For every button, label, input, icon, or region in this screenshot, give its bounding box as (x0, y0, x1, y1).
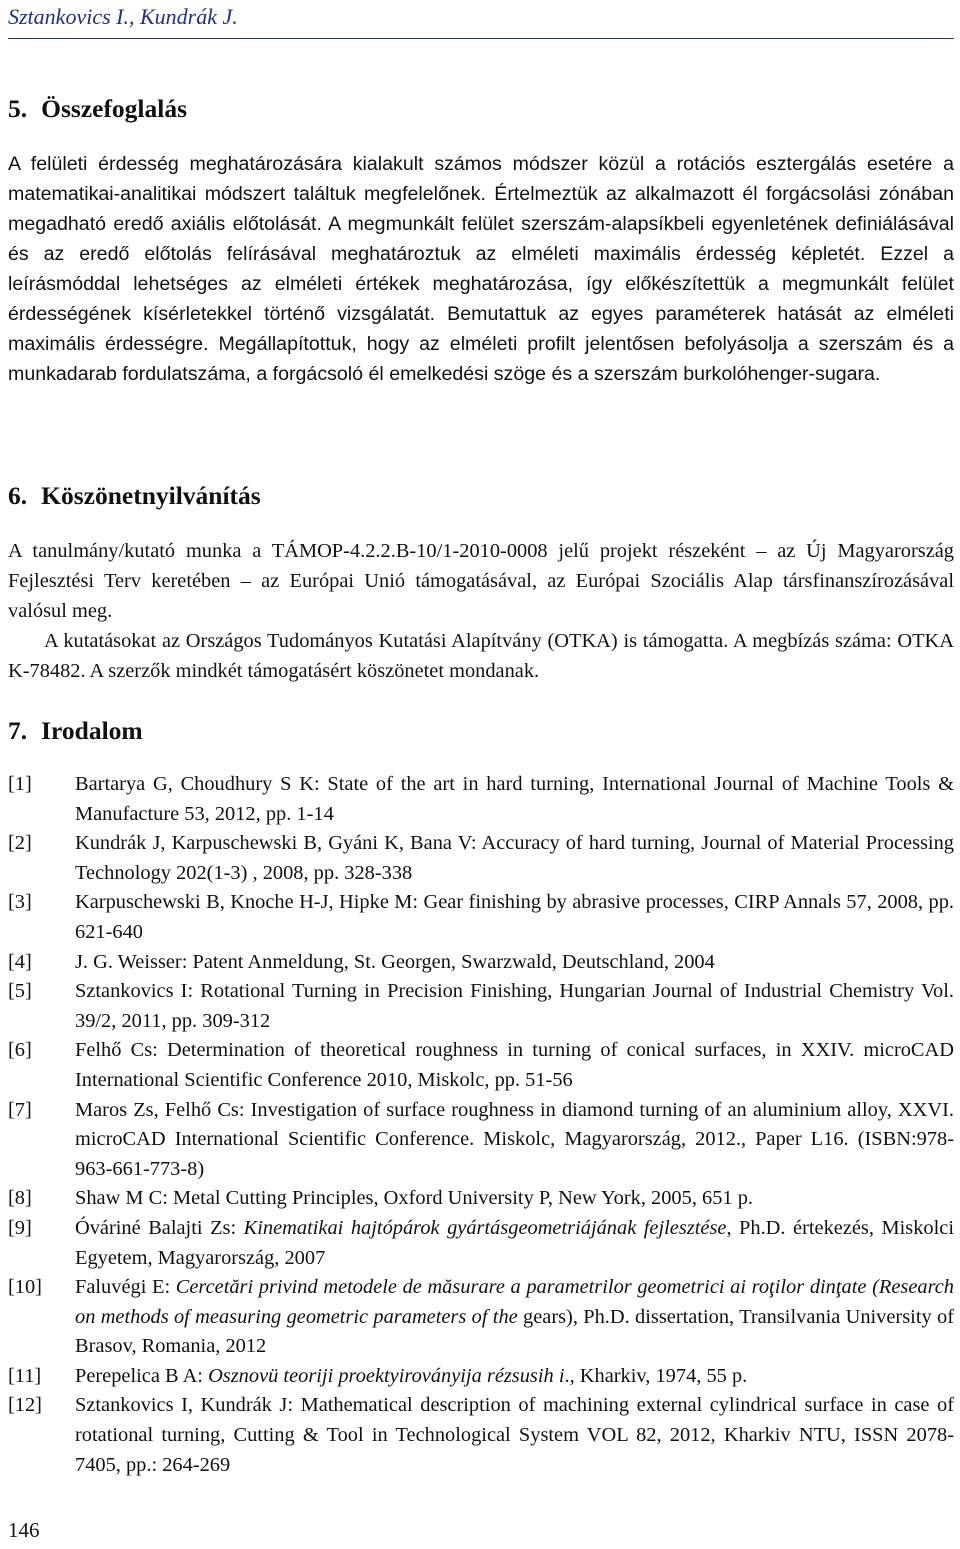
reference-label: [10] (8, 1276, 42, 1299)
reference-item (8, 1096, 954, 1185)
section-number: 7. (8, 716, 28, 745)
reference-details: ., Kharkiv, 1974, 55 p. (564, 1364, 748, 1387)
reference-item (8, 1391, 954, 1480)
reference-item (8, 888, 954, 947)
reference-text: Sztankovics I: Rotational Turning in Precision Finishing, Hungarian Journal of Industrial Chemistry Vol. 39/2, 2011, pp. 309-312 (75, 980, 954, 1032)
reference-item (8, 948, 954, 978)
reference-details: , Ph.D. értekezés, Miskolci Egyetem, Magyarország, 2007 (75, 1216, 954, 1269)
reference-title: Kinematikai hajtópárok gyártásgeometriájának fejlesztése (243, 1216, 727, 1239)
reference-details: gears), Ph.D. dissertation, Transilvania University of Brasov, Romania, 2012 (75, 1305, 954, 1358)
reference-label: [4] (8, 950, 32, 973)
section-title: Irodalom (41, 716, 143, 745)
reference-text: Karpuschewski B, Knoche H-J, Hipke M: Gear finishing by abrasive processes, CIRP Annals 57, 2008, pp. 621-640 (75, 891, 954, 943)
reference-authors: Faluvégi E: (75, 1276, 176, 1299)
reference-label: [6] (8, 1039, 32, 1062)
section-heading-7 (8, 716, 143, 746)
reference-label: [1] (8, 773, 32, 795)
reference-text (75, 1273, 954, 1362)
summary-paragraph: A felületi érdesség meghatározására kialakult számos módszer közül a rotációs esztergálás esetére a matematikai-analitikai módszert találtuk megfelelőnek. Értelmeztük az alkalmazott él forgácsolási zónában megadható eredő axiális előtolását. A megmunkált felület szerszám-alapsíkbeli egyenletének definiálásával és az eredő előtolás felírásával meghatároztuk az elméleti maximális érdesség képletét. Ezzel a leírásmóddal lehetséges az elméleti értékek meghatározása, így előkészítettük a megmunkált felület érdességének kísérletekkel történő vizsgálatát. Bemutattuk az egyes paraméterek hatását az elméleti maximális érdességre. Megállapítottuk, hogy az elméleti profilt jelentősen befolyásolja a szerszám és a munkadarab fordulatszáma, a forgácsoló él emelkedési szöge és a szerszám burkolóhenger-sugara. (8, 153, 954, 385)
reference-item (8, 1036, 954, 1095)
section-number: 5. (8, 94, 28, 123)
reference-text: Sztankovics I, Kundrák J: Mathematical description of machining external cylindrical surface in case of rotational turning, Cutting & Tool in Technological System VOL 82, 2012, Kharkiv NTU, ISSN 2078-7405, pp.: 264-269 (75, 1394, 954, 1476)
header-rule (8, 38, 954, 39)
reference-label: [8] (8, 1187, 32, 1210)
reference-label: [7] (8, 1098, 32, 1121)
running-head: Sztankovics I., Kundrák J. (8, 4, 238, 29)
reference-text: Felhő Cs: Determination of theoretical roughness in turning of conical surfaces, in XXIV. microCAD International Scientific Conference 2010, Miskolc, pp. 51-56 (75, 1039, 954, 1091)
reference-text: J. G. Weisser: Patent Anmeldung, St. Georgen, Swarzwald, Deutschland, 2004 (75, 950, 715, 973)
reference-item (8, 829, 954, 888)
reference-item (8, 1362, 954, 1392)
reference-label: [3] (8, 891, 32, 914)
reference-text: Bartarya G, Choudhury S K: State of the art in hard turning, International Journal of Machine Tools & Manufacture 53, 2012, pp. 1-14 (75, 773, 954, 825)
reference-item (8, 1273, 954, 1362)
reference-text: Kundrák J, Karpuschewski B, Gyáni K, Bana V: Accuracy of hard turning, Journal of Material Processing Technology 202(1-3) , 2008, pp. 328-338 (75, 832, 954, 884)
reference-text (75, 1214, 954, 1273)
reference-label: [11] (8, 1364, 42, 1387)
reference-item (8, 1214, 954, 1273)
reference-authors: Perepelica B A: (75, 1364, 209, 1387)
reference-item (8, 1184, 954, 1214)
acknowledgement-paragraph-2: A kutatásokat az Országos Tudományos Kutatási Alapítvány (OTKA) is támogatta. A megbízás száma: OTKA K-78482. A szerzők mindkét támogatásért köszönetet mondanak. (8, 630, 954, 682)
reference-list (8, 770, 954, 1480)
page-number: 146 (8, 1518, 40, 1542)
reference-text: Shaw M C: Metal Cutting Principles, Oxford University P, New York, 2005, 651 p. (75, 1187, 753, 1210)
reference-authors: Óváriné Balajti Zs: (75, 1216, 244, 1239)
reference-label: [9] (8, 1216, 32, 1239)
reference-label: [12] (8, 1394, 42, 1417)
reference-label: [2] (8, 832, 32, 855)
reference-label: [5] (8, 980, 32, 1003)
section-title: Összefoglalás (41, 94, 188, 123)
reference-title: Osznovü teoriji proektyiroványija rézsusih i (208, 1364, 565, 1387)
section-heading-6 (8, 481, 261, 511)
acknowledgement-paragraph-1: A tanulmány/kutató munka a TÁMOP-4.2.2.B-10/1-2010-0008 jelű projekt részeként – az Új Magyarország Fejlesztési Terv keretében – az Európai Unió támogatásával, az Európai Szociális Alap társfinanszírozásával valósul meg. (8, 540, 954, 622)
reference-item (8, 977, 954, 1036)
reference-title: Cercetări privind metodele de măsurare a parametrilor geometrici ai roţilor dinţate (Research on methods of measuring geometric parameters of the (75, 1276, 954, 1328)
reference-text: Maros Zs, Felhő Cs: Investigation of surface roughness in diamond turning of an aluminium alloy, XXVI. microCAD International Scientific Conference. Miskolc, Magyarország, 2012., Paper L16. (ISBN:978-963-661-773-8) (75, 1098, 954, 1180)
section-number: 6. (8, 481, 28, 510)
reference-item (8, 770, 954, 829)
reference-text (75, 1362, 954, 1392)
section-heading-5 (8, 94, 187, 124)
section-title: Köszönetnyilvánítás (41, 481, 261, 510)
